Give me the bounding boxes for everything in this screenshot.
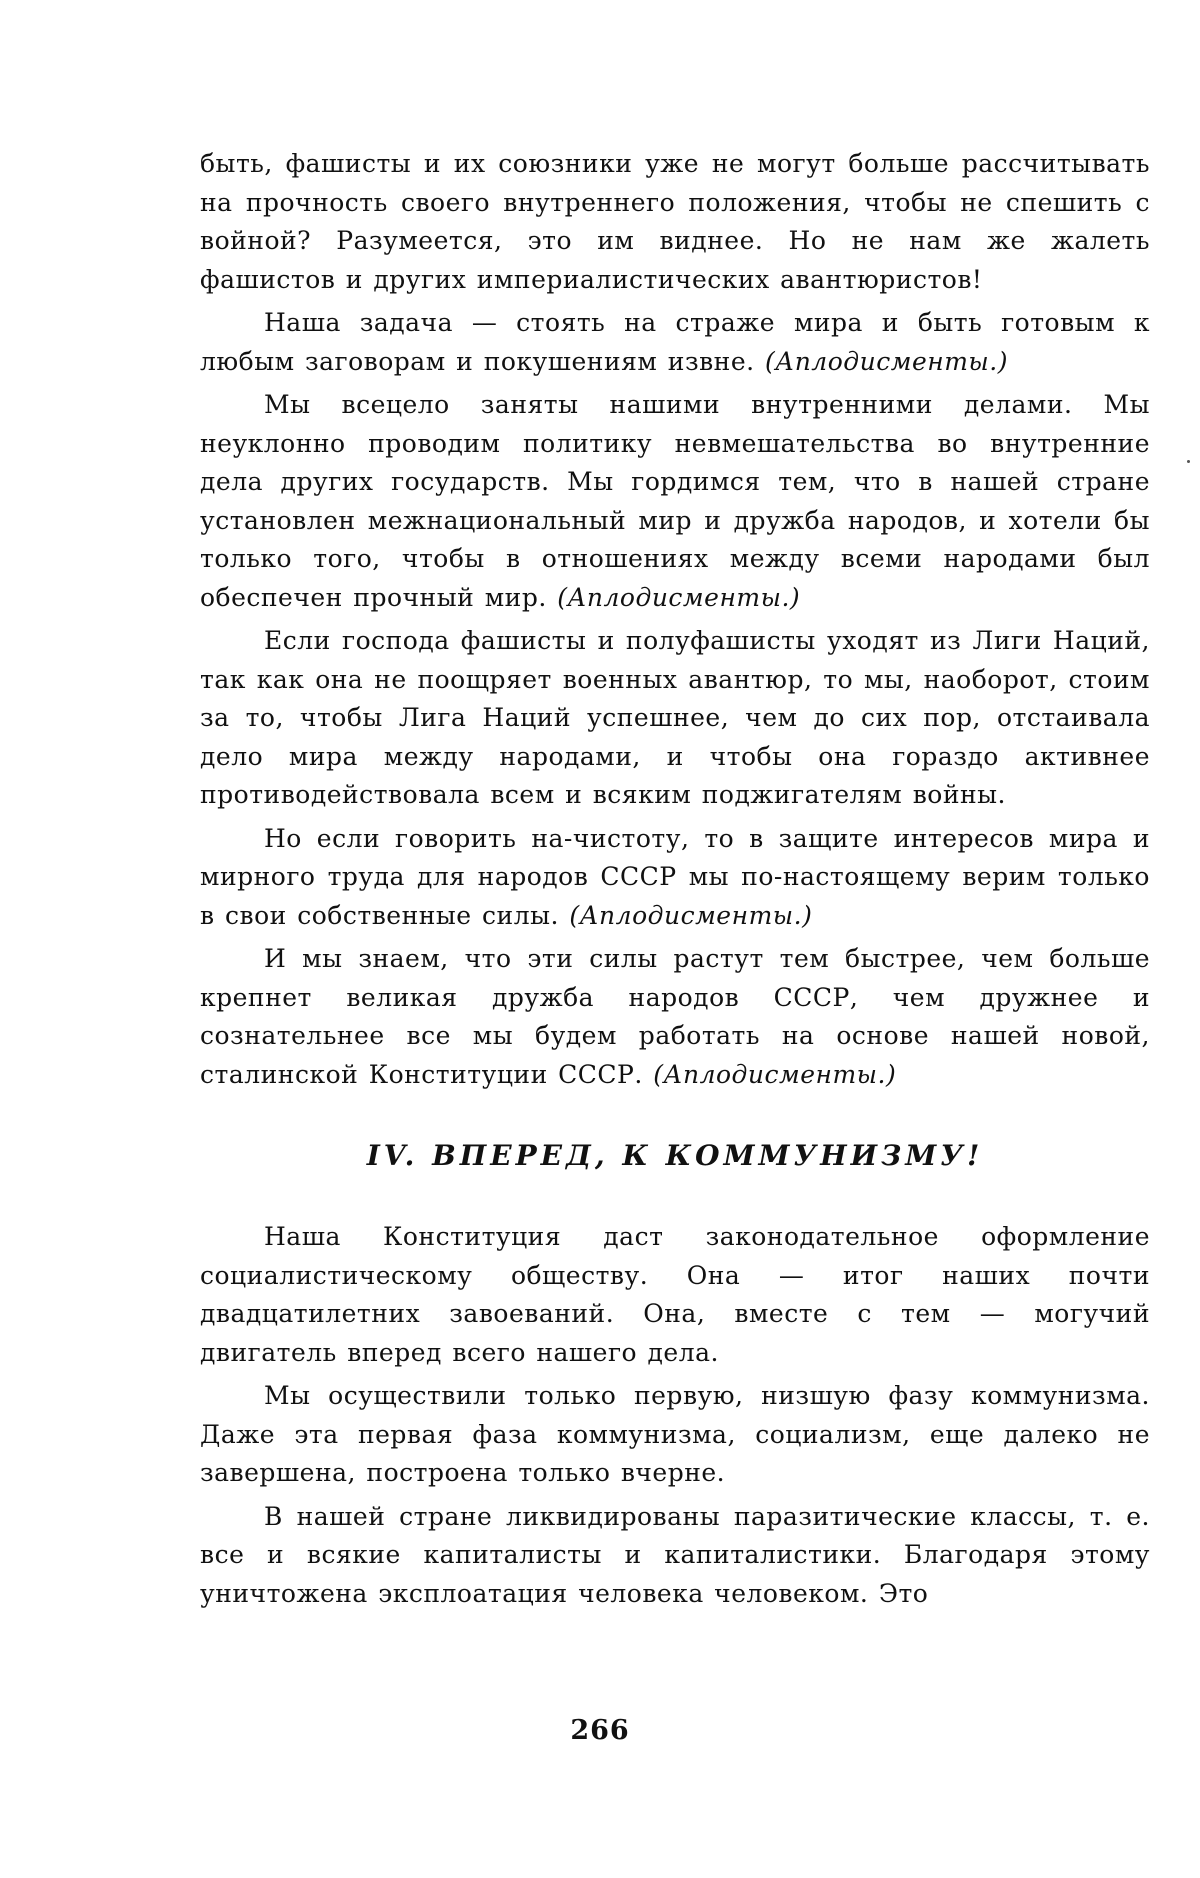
paragraph-text: Если господа фашисты и полуфашисты уходят из Лиги Наций, так как она не поощряет военных авантюр, то мы, наоборот, стоим за то, чтобы Лига Наций успешнее, чем до сих пор, отстаивала дело мира между народами, и чтобы она гораздо активнее противодействовала всем и всяким поджигателям войны. xyxy=(200,626,1150,809)
page-number: 266 xyxy=(570,1715,630,1746)
paragraph-league-of-nations xyxy=(200,622,1150,815)
paragraph-parasitic-classes xyxy=(200,1498,1150,1614)
margin-speck xyxy=(1187,460,1190,463)
paragraph-text: быть, фашисты и их союзники уже не могут больше рассчитывать на прочность своего внутреннего положения, чтобы не спешить с войной? Разумеется, это им виднее. Но не нам же жалеть фашистов и других империалистических авантюристов! xyxy=(200,149,1150,294)
paragraph-internal-affairs xyxy=(200,386,1150,617)
paragraph-text: И мы знаем, что эти силы растут тем быстрее, чем больше крепнет великая дружба народов СССР, чем дружнее и сознательнее все мы будем работать на основе нашей новой, сталинской Конституции СССР. xyxy=(200,944,1150,1089)
paragraph-friendship xyxy=(200,940,1150,1094)
paragraph-text: В нашей стране ликвидированы паразитические классы, т. е. все и всякие капиталисты и капиталистики. Благодаря этому уничтожена эксплоатация человека человеком. Это xyxy=(200,1501,1150,1608)
section-heading: IV. ВПЕРЕД, К КОММУНИЗМУ! xyxy=(366,1139,984,1172)
paragraph-text: Наша задача — стоять на страже мира и быть готовым к любым заговорам и покушениям извне. xyxy=(200,308,1150,376)
applause-note: (Аплодисменты.) xyxy=(765,346,1008,376)
paragraph-continuation xyxy=(200,145,1150,299)
paragraph-constitution xyxy=(200,1218,1150,1372)
page-body xyxy=(200,145,1150,1618)
paragraph-first-phase xyxy=(200,1377,1150,1493)
paragraph-text: Мы осуществили только первую, низшую фазу коммунизма. Даже эта первая фаза коммунизма, социализм, еще далеко не завершена, построена только вчерне. xyxy=(200,1381,1150,1487)
applause-note: (Аплодисменты.) xyxy=(653,1059,897,1089)
paragraph-own-forces xyxy=(200,820,1150,936)
paragraph-text: Но если говорить на-чистоту, то в защите интересов мира и мирного труда для народов СССР мы по-настоящему верим только в свои собственные силы. xyxy=(200,823,1150,930)
applause-note: (Аплодисменты.) xyxy=(569,900,813,930)
paragraph-text: Мы всецело заняты нашими внутренними делами. Мы неуклонно проводим политику невмешательства во внутренние дела других государств. Мы гордимся тем, что в нашей стране установлен межнациональный мир и дружба народов, и хотели бы только того, чтобы в отношениях между всеми народами был обеспечен прочный мир. xyxy=(200,390,1150,612)
paragraph-our-task xyxy=(200,304,1150,381)
applause-note: (Аплодисменты.) xyxy=(557,582,801,612)
paragraph-text: Наша Конституция даст законодательное оформление социалистическому обществу. Она — итог наших почти двадцатилетних завоеваний. Она, вместе с тем — могучий двигатель вперед всего нашего дела. xyxy=(200,1222,1150,1367)
